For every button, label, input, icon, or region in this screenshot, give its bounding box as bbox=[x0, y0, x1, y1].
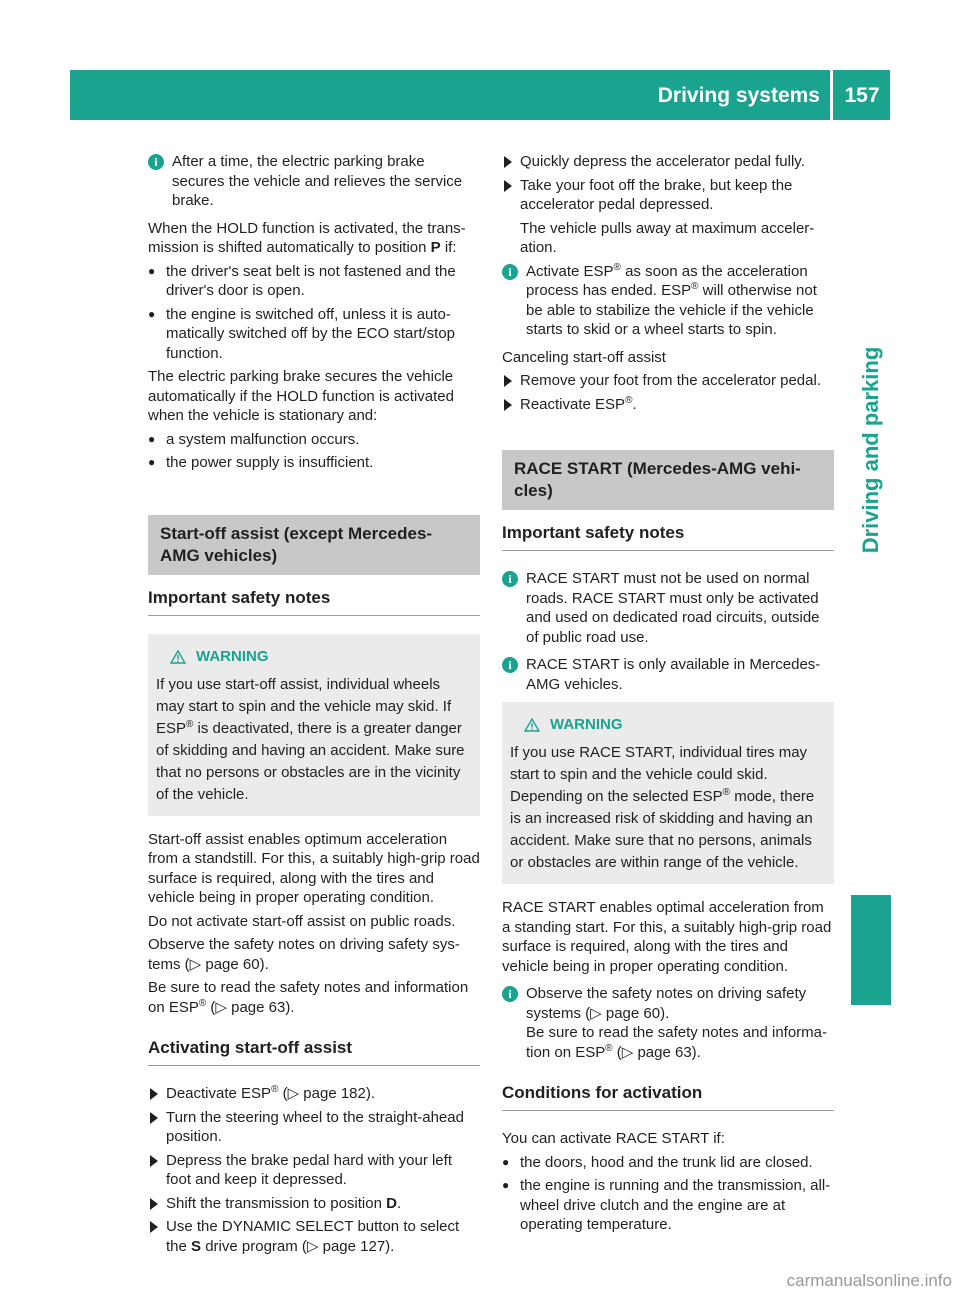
step-list bbox=[502, 371, 834, 414]
paragraph bbox=[148, 219, 480, 258]
text: is deactivated, there is a greater danger of skidding and having an accident. Make sure that no persons or obstacles are in the vicinity of the vehicle. bbox=[156, 719, 465, 803]
text: drive program (▷ page 127). bbox=[201, 1237, 395, 1255]
step-text: Turn the steering wheel to the straight-ahead position. bbox=[166, 1108, 464, 1145]
text: Be sure to read the safety notes and information on ESP bbox=[148, 979, 469, 1016]
text: (▷ page 63). bbox=[206, 998, 295, 1016]
watermark: carmanualsonline.info bbox=[786, 1271, 952, 1290]
info-icon: i bbox=[502, 571, 518, 587]
step-text: Take your foot off the brake, but keep the accelerator pedal depressed. bbox=[520, 176, 793, 213]
info-note bbox=[502, 262, 834, 340]
text: Deactivate ESP bbox=[166, 1085, 272, 1102]
text-bold: S bbox=[191, 1237, 202, 1255]
warning-label: WARNING bbox=[550, 716, 623, 733]
registered-mark: ® bbox=[605, 1042, 613, 1054]
warning-title bbox=[156, 646, 472, 668]
text: . bbox=[632, 395, 637, 413]
step-arrow-icon bbox=[148, 1217, 166, 1256]
list-item-text: the doors, hood and the trunk lid are closed. bbox=[520, 1153, 813, 1171]
page-number: 157 bbox=[844, 84, 880, 107]
section-heading: Start-off assist (except Mercedes-AMG vehicles) bbox=[148, 515, 480, 575]
step-arrow-icon bbox=[148, 1194, 166, 1214]
step-arrow-icon bbox=[148, 1108, 166, 1147]
list-item bbox=[148, 305, 480, 364]
warning-text bbox=[510, 786, 826, 874]
warning-triangle-icon bbox=[524, 718, 540, 732]
paragraph bbox=[148, 978, 480, 1017]
info-note bbox=[502, 569, 834, 647]
warning-title bbox=[510, 714, 826, 736]
left-column bbox=[148, 152, 480, 1260]
chapter-marker bbox=[851, 895, 891, 1005]
text: Use the DYNAMIC SELECT button to select the bbox=[166, 1218, 460, 1255]
list-item bbox=[502, 1153, 834, 1173]
subheading: Important safety notes bbox=[148, 587, 480, 616]
info-icon: i bbox=[148, 154, 164, 170]
step-arrow-icon bbox=[148, 1084, 166, 1104]
info-note bbox=[502, 984, 834, 1062]
text: (▷ page 182). bbox=[278, 1085, 376, 1102]
step-item bbox=[502, 395, 834, 415]
step-item bbox=[148, 1151, 480, 1190]
info-note bbox=[148, 152, 480, 211]
info-note bbox=[502, 655, 834, 694]
registered-mark: ® bbox=[198, 997, 207, 1009]
text-bold: P bbox=[430, 239, 441, 256]
warning-label: WARNING bbox=[196, 647, 269, 665]
text: . bbox=[396, 1194, 402, 1212]
list-item-text: the engine is running and the transmission, all-wheel drive clutch and the engine are at operating temperature. bbox=[520, 1177, 831, 1233]
section-heading: RACE START (Mercedes-AMG vehi-cles) bbox=[502, 450, 834, 510]
registered-mark: ® bbox=[625, 394, 633, 406]
subheading: Conditions for activation bbox=[502, 1082, 834, 1111]
chapter-tab bbox=[851, 300, 891, 600]
warning-box bbox=[502, 702, 834, 884]
step-arrow-icon bbox=[502, 371, 520, 391]
info-icon: i bbox=[502, 264, 518, 280]
step-arrow-icon bbox=[502, 176, 520, 215]
bullet-list bbox=[148, 262, 480, 364]
bullet-icon: ● bbox=[502, 1178, 510, 1192]
step-item bbox=[148, 1217, 480, 1256]
text: Shift the transmission to position bbox=[166, 1194, 387, 1212]
list-item-text: the engine is switched off, unless it is auto-matically switched off by the ECO start/stop function. bbox=[166, 305, 456, 362]
list-item-text: the driver's seat belt is not fastened and the driver's door is open. bbox=[166, 262, 456, 299]
bullet-icon: ● bbox=[148, 455, 156, 469]
bullet-icon: ● bbox=[502, 1154, 510, 1169]
step-item bbox=[148, 1194, 480, 1214]
list-item bbox=[148, 430, 480, 450]
text: Reactivate ESP bbox=[520, 395, 626, 413]
step-arrow-icon bbox=[502, 152, 520, 172]
paragraph: The electric parking brake secures the vehicle automatically if the HOLD function is activated when the vehicle is stationary and: bbox=[148, 368, 454, 424]
step-item bbox=[148, 1108, 480, 1147]
warning-text: If you use RACE START, individual tires may start to spin and the vehicle could skid. bbox=[510, 744, 808, 783]
bullet-icon: ● bbox=[148, 306, 156, 321]
info-text: RACE START must not be used on normal roads. RACE START must only be activated and used on dedicated road circuits, outside of public road use. bbox=[526, 570, 820, 646]
step-arrow-icon bbox=[148, 1151, 166, 1190]
list-item-text: the power supply is insufficient. bbox=[166, 454, 374, 471]
header-bar bbox=[70, 70, 890, 120]
warning-box bbox=[148, 634, 480, 816]
paragraph: Canceling start-off assist bbox=[502, 348, 666, 366]
list-item bbox=[502, 1176, 834, 1235]
registered-mark: ® bbox=[691, 281, 699, 292]
warning-text bbox=[156, 674, 472, 806]
step-item bbox=[502, 176, 834, 215]
paragraph: Observe the safety notes on driving safety sys-tems (▷ page 60). bbox=[148, 936, 460, 973]
text: If you use start-off assist, individual wheels may start to spin and the vehicle may skid. If ESP bbox=[156, 675, 452, 737]
info-text: After a time, the electric parking brake secures the vehicle and relieves the service brake. bbox=[172, 153, 463, 209]
text: Activate ESP bbox=[526, 262, 614, 280]
info-text: RACE START is only available in Mercedes-AMG vehicles. bbox=[526, 656, 821, 693]
chapter-tab-label: Driving and parking bbox=[858, 346, 883, 554]
bullet-list bbox=[148, 430, 480, 473]
text: Observe the safety notes on driving safety systems (▷ page 60). bbox=[526, 985, 807, 1022]
step-arrow-icon bbox=[502, 395, 520, 415]
text: will otherwise not be able to stabilize the vehicle if the vehicle starts to skid or a wheel starts to spin. bbox=[526, 282, 817, 338]
text: (▷ page 63). bbox=[612, 1043, 701, 1061]
bullet-icon: ● bbox=[148, 431, 156, 446]
step-item bbox=[502, 152, 834, 172]
warning-triangle-icon bbox=[170, 650, 186, 664]
text: as soon as the acceleration process has ended. ESP bbox=[526, 262, 808, 299]
list-item bbox=[148, 453, 480, 473]
text: When the HOLD function is activated, the trans-mission is shifted automatically to position bbox=[148, 219, 466, 256]
step-list bbox=[502, 152, 834, 215]
section-title: Driving systems bbox=[657, 84, 820, 107]
registered-mark: ® bbox=[613, 261, 621, 273]
paragraph: Do not activate start-off assist on public roads. bbox=[148, 912, 456, 930]
info-text bbox=[526, 262, 834, 340]
subheading: Activating start-off assist bbox=[148, 1037, 480, 1066]
list-item bbox=[148, 262, 480, 301]
step-text: Depress the brake pedal hard with your left foot and keep it depressed. bbox=[166, 1151, 452, 1188]
text: Depending on the selected ESP bbox=[510, 788, 723, 805]
list-item-text: a system malfunction occurs. bbox=[166, 430, 360, 448]
step-text: Remove your foot from the accelerator pedal. bbox=[520, 372, 821, 389]
paragraph: Start-off assist enables optimum acceleration from a standstill. For this, a suitably high-grip road surface is required, along with the tires and vehicle being in proper operating condition. bbox=[148, 830, 480, 906]
info-icon: i bbox=[502, 657, 518, 673]
subheading: Important safety notes bbox=[502, 522, 834, 551]
text-bold: D bbox=[386, 1194, 397, 1212]
step-item bbox=[502, 371, 834, 391]
step-result: The vehicle pulls away at maximum acceler-ation. bbox=[520, 219, 815, 256]
bullet-icon: ● bbox=[148, 263, 156, 278]
step-item bbox=[148, 1084, 480, 1104]
paragraph: RACE START enables optimal acceleration from a standing start. For this, a suitably high-grip road surface is required, along with the tires and vehicle being in proper operating condition. bbox=[502, 899, 832, 975]
registered-mark: ® bbox=[722, 787, 731, 798]
info-text bbox=[526, 984, 834, 1062]
text: if: bbox=[440, 239, 457, 256]
right-column bbox=[502, 152, 834, 1239]
registered-mark: ® bbox=[186, 718, 194, 730]
info-icon: i bbox=[502, 986, 518, 1002]
bullet-list bbox=[502, 1153, 834, 1235]
step-list bbox=[148, 1084, 480, 1256]
step-text: Quickly depress the accelerator pedal fully. bbox=[520, 153, 805, 170]
registered-mark: ® bbox=[271, 1084, 279, 1095]
paragraph: You can activate RACE START if: bbox=[502, 1130, 725, 1147]
header-divider bbox=[830, 70, 833, 120]
text: mode, there is an increased risk of skidding and having an accident. Make sure that no persons, animals or obstacles are within range of the vehicle. bbox=[510, 788, 815, 871]
text: Be sure to read the safety notes and informa-tion on ESP bbox=[526, 1024, 828, 1061]
